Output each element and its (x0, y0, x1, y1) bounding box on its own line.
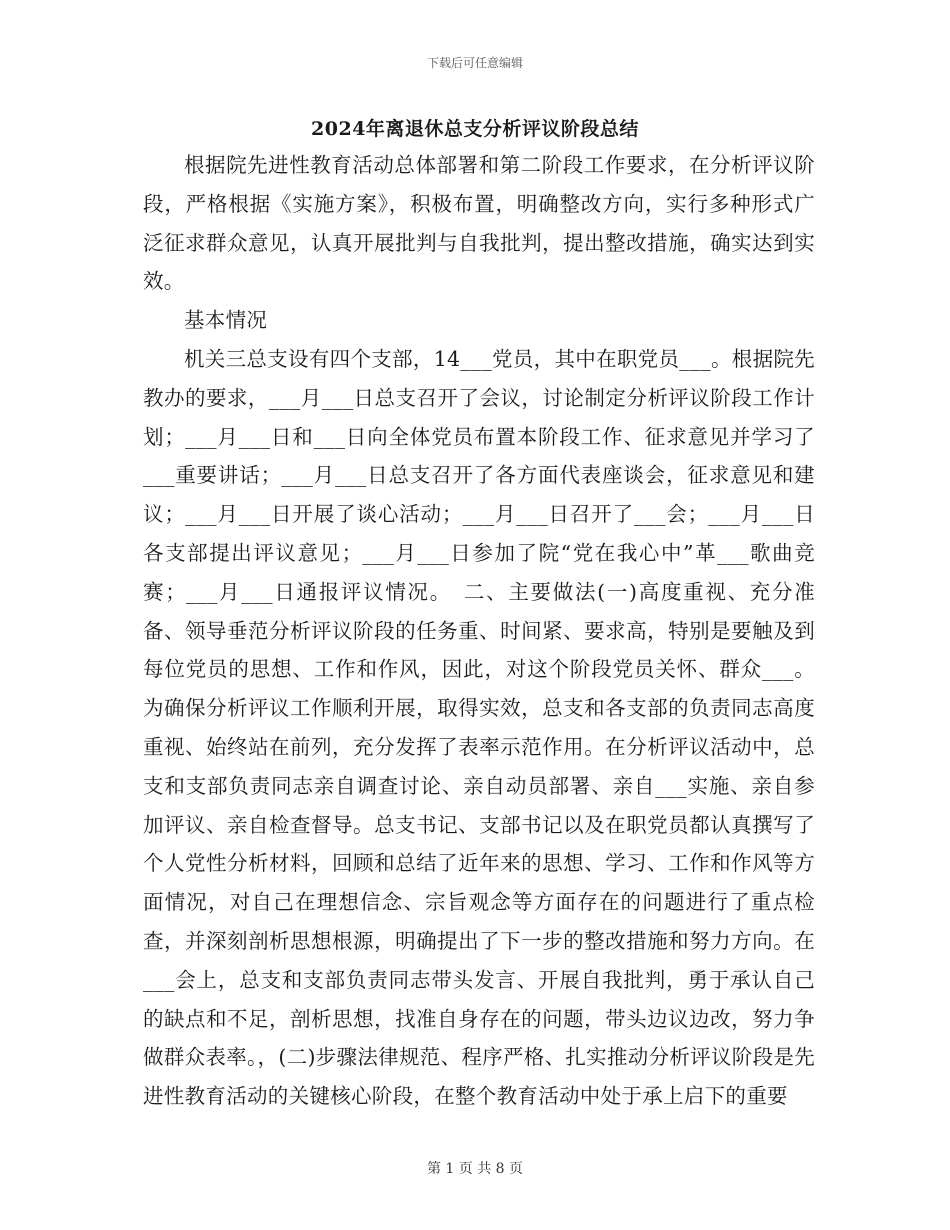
paragraph-main: 机关三总支设有四个支部，14___党员，其中在职党员___。根据院先教办的要求，___月___日总支召开了会议，讨论制定分析评议阶段工作计划；___月___日和___日向全体党员布置本阶段工作、征求意见并学习了___重要讲话；___月___日总支召开了各方面代表座谈会，征求意见和建议；___月___日开展了谈心活动；___月___日召开了___会；___月___日各支部提出评议意见；___月___日参加了院“党在我心中”革___歌曲竞赛；___月___日通报评议情况。 二、主要做法(一)高度重视、充分准备、领导垂范分析评议阶段的任务重、时间紧、要求高，特别是要触及到每位党员的思想、工作和作风，因此，对这个阶段党员关怀、群众___。为确保分析评议工作顺利开展，取得实效，总支和各支部的负责同志高度重视、始终站在前列，充分发挥了表率示范作用。在分析评议活动中，总支和支部负责同志亲自调查讨论、亲自动员部署、亲自___实施、亲自参加评议、亲自检查督导。总支书记、支部书记以及在职党员都认真撰写了个人党性分析材料，回顾和总结了近年来的思想、学习、工作和作风等方面情况，对自己在理想信念、宗旨观念等方面存在的问题进行了重点检查，并深刻剖析思想根源，明确提出了下一步的整改措施和努力方向。在___会上，总支和支部负责同志带头发言、开展自我批判，勇于承认自己的缺点和不足，剖析思想，找准自身存在的问题，带头边议边改，努力争做群众表率。，(二)步骤法律规范、程序严格、扎实推动分析评议阶段是先进性教育活动的关键核心阶段，在整个教育活动中处于承上启下的重要 (143, 346, 815, 1109)
section-heading-basic-situation: 基本情况 (184, 308, 268, 333)
document-body (143, 146, 815, 1116)
page-number: 第 1 页 共 8 页 (426, 1161, 524, 1177)
page-header-note: 下载后可任意编辑 (426, 56, 523, 70)
paragraph-intro: 根据院先进性教育活动总体部署和第二阶段工作要求，在分析评议阶段，严格根据《实施方案》，积极布置，明确整改方向，实行多种形式广泛征求群众意见，认真开展批判与自我批判，提出整改措施，确实达到实效。 (143, 153, 815, 294)
document-title: 2024年离退休总支分析评议阶段总结 (311, 118, 639, 140)
